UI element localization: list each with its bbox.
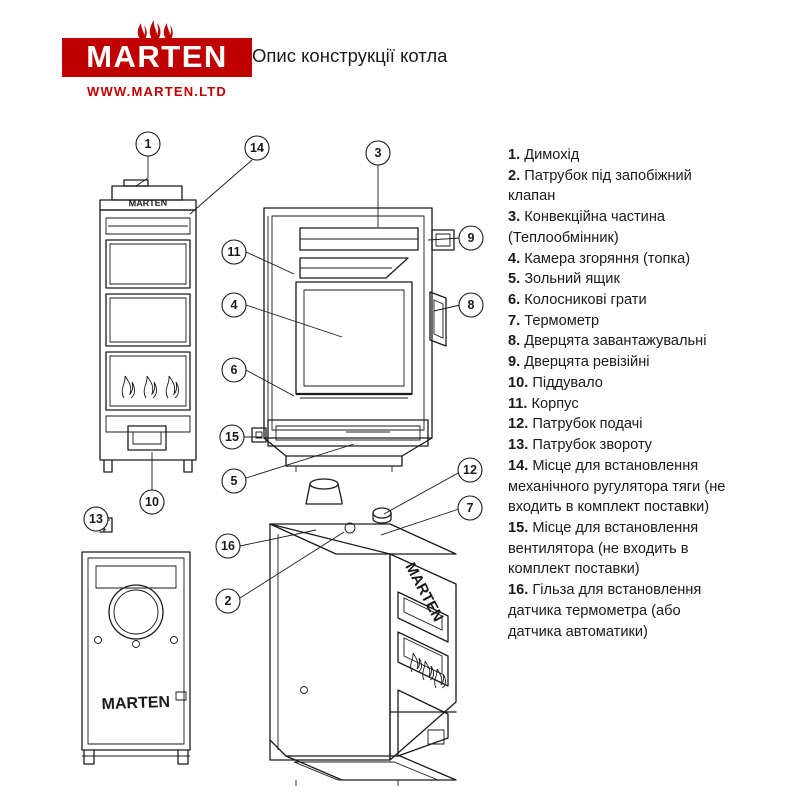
callout-label: 4	[230, 298, 238, 312]
callout-label: 9	[467, 231, 475, 245]
legend-number: 7.	[508, 312, 521, 329]
svg-text:MARTEN: MARTEN	[401, 559, 447, 625]
callout-10[interactable]	[140, 490, 164, 514]
callout-16[interactable]	[216, 534, 240, 558]
legend-number: 9.	[508, 354, 521, 371]
legend-text: Патрубок під запобіжний клапан	[508, 167, 692, 205]
legend-number: 6.	[508, 292, 521, 309]
legend-number: 1.	[508, 147, 521, 163]
legend-text: Димохід	[524, 147, 580, 163]
callout-1[interactable]	[136, 132, 160, 156]
legend-text: Конвекційна частина (Теплообмінник)	[508, 209, 666, 246]
callout-label: 14	[250, 141, 264, 155]
isometric-view-boiler	[270, 479, 456, 786]
legend-number: 15.	[508, 519, 529, 536]
callout-label: 8	[467, 298, 475, 312]
callout-15[interactable]	[220, 425, 244, 449]
legend-number: 10.	[508, 374, 529, 391]
callout-label: 16	[221, 539, 235, 553]
callout-label: 5	[230, 474, 238, 488]
callout-label: 6	[230, 363, 238, 377]
callout-14[interactable]	[245, 136, 269, 160]
legend-text: Піддувало	[532, 374, 603, 391]
callout-13[interactable]	[84, 507, 108, 531]
section-view-boiler	[252, 208, 454, 472]
svg-text:MARTEN: MARTEN	[128, 197, 168, 209]
legend-text: Місце для встановлення вентилятора (не входить в комплект поставки)	[508, 519, 699, 578]
brand-url: WWW.MARTEN.LTD	[86, 84, 228, 99]
legend-text: Колосникові грати	[524, 292, 647, 309]
callout-7[interactable]	[458, 496, 482, 520]
callout-label: 10	[145, 495, 159, 509]
legend-number: 16.	[508, 582, 529, 599]
legend-text: Гільза для встановлення датчика термометра (або датчика автоматики)	[508, 582, 702, 640]
front-view-boiler	[100, 180, 196, 472]
callout-6[interactable]	[222, 358, 246, 382]
callout-2[interactable]	[216, 589, 240, 613]
legend-number: 11.	[508, 395, 528, 412]
callout-label: 1	[144, 137, 152, 151]
callout-11[interactable]	[222, 240, 246, 264]
callout-label: 12	[463, 463, 477, 477]
legend-number: 3.	[508, 209, 521, 226]
legend-number: 12.	[508, 416, 529, 433]
legend-text: Дверцята ревізійні	[524, 354, 650, 371]
callout-label: 2	[224, 594, 232, 608]
top-view-boiler	[82, 518, 190, 764]
svg-text:MARTEN: MARTEN	[101, 693, 171, 714]
callout-label: 15	[225, 430, 239, 444]
callout-5[interactable]	[222, 469, 246, 493]
legend-text: Патрубок подачі	[532, 416, 643, 433]
legend-number: 5.	[508, 271, 521, 288]
callout-label: 13	[89, 512, 103, 526]
callout-label: 7	[466, 501, 474, 515]
legend-number: 14.	[508, 457, 529, 474]
brand-name: MARTEN	[62, 38, 252, 77]
legend-text: Місце для встановлення механічного ругулятора тяги (не входить в комплект поставки)	[508, 457, 726, 516]
page-title: Опис конструкції котла	[252, 45, 448, 66]
callout-9[interactable]	[459, 226, 483, 250]
callout-label: 11	[227, 245, 241, 259]
legend-text: Зольний ящик	[524, 271, 620, 288]
legend-number: 4.	[508, 250, 521, 267]
callout-12[interactable]	[458, 458, 482, 482]
legend-text: Термометр	[524, 312, 600, 329]
legend-number: 8.	[508, 333, 521, 350]
legend-number: 13.	[508, 437, 529, 454]
legend-text: Камера згоряння (топка)	[524, 250, 691, 267]
callout-4[interactable]	[222, 293, 246, 317]
legend-text: Дверцята завантажувальні	[524, 333, 707, 350]
legend-text: Корпус	[531, 395, 579, 412]
legend-text: Патрубок зворотy	[532, 437, 652, 454]
callout-label: 3	[374, 146, 382, 160]
callout-3[interactable]	[366, 141, 390, 165]
legend-number: 2.	[508, 167, 521, 184]
callout-8[interactable]	[459, 293, 483, 317]
